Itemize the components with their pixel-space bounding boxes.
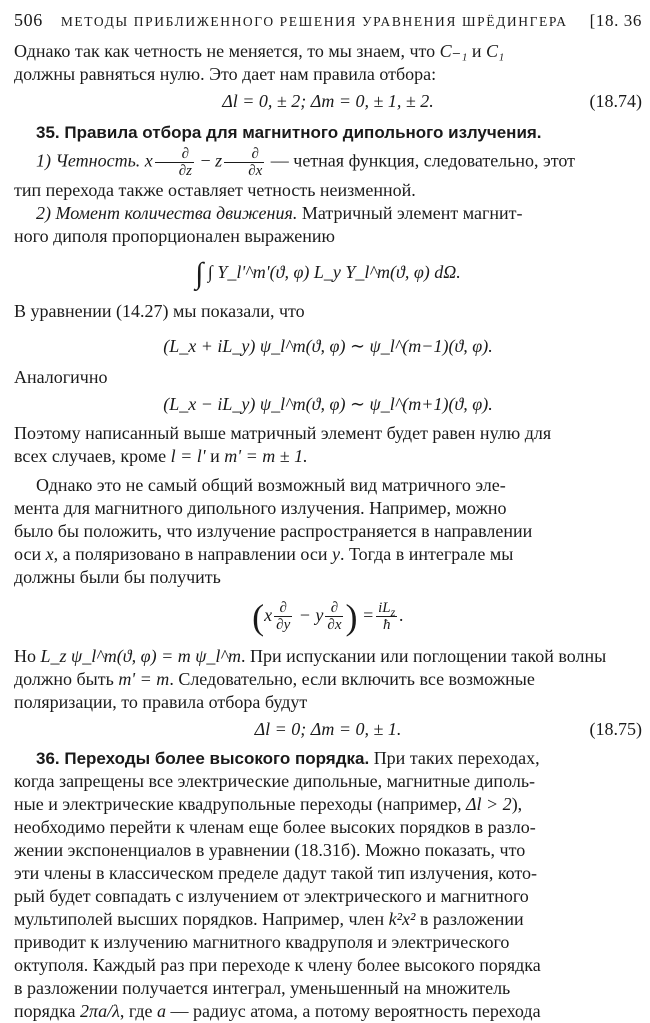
- equation-operator: (x $\frac{\partial}{\partial y}$ − y $\frac{\partial}{\partial x}$ ) = $\frac{iL_z}{ħ}$ .: [252, 596, 404, 637]
- equation-lower: (L_x − iL_y) ψ_l^m(ϑ, φ) ∼ ψ_l^(m+1)(ϑ, φ).: [163, 393, 493, 414]
- paragraph-but: Но L_z ψ_l^m(ϑ, φ) = m ψ_l^m. При испускании или поглощении такой волны: [14, 645, 607, 666]
- paragraph-general-5: должны были бы получить: [14, 566, 221, 587]
- running-title: МЕТОДЫ ПРИБЛИЖЕННОГО РЕШЕНИЯ УРАВНЕНИЯ ШРЁДИНГЕРА: [60, 14, 568, 29]
- equation-raise: (L_x + iL_y) ψ_l^m(ϑ, φ) ∼ ψ_l^(m−1)(ϑ, φ).: [163, 335, 493, 356]
- equation-18-75: Δl = 0; Δm = 0, ± 1. (18.75): [254, 718, 642, 739]
- paragraph-ref-14-27: В уравнении (14.27) мы показали, что: [14, 300, 305, 321]
- paragraph-general-3: было бы положить, что излучение распространяется в направлении: [14, 520, 533, 541]
- equation-number: (18.75): [589, 718, 642, 739]
- section-36-line-3: ные и электрические квадрупольные переходы (например, Δl > 2),: [14, 793, 523, 814]
- section-36-paragraph: 36. Переходы более высокого порядка. При таких переходах,: [36, 747, 540, 768]
- equation-integral: ∫ ∫ Y_l'^m'(ϑ, φ) L_y Y_l^m(ϑ, φ) dΩ.: [195, 256, 461, 290]
- paragraph-general-1: Однако это не самый общий возможный вид матричного эле-: [36, 474, 506, 495]
- equation-number: (18.74): [589, 91, 642, 111]
- paragraph-therefore-cont: всех случаев, кроме l = l' и m' = m ± 1.: [14, 445, 308, 466]
- paragraph-analogously: Аналогично: [14, 366, 108, 387]
- page-number: 506: [14, 10, 43, 30]
- section-36-line-5: жении экспоненциалов в уравнении (18.31б). Можно показать, что: [14, 839, 526, 860]
- page: [14, 10, 642, 1021]
- math-c-minus1: C₋₁: [439, 41, 468, 61]
- item-angular-momentum: 2) Момент количества движения. Матричный элемент магнит-: [36, 203, 523, 223]
- page-header: [14, 10, 642, 36]
- item-parity: 1) Четность. x $\frac{\partial}{\partial z}$ − z $\frac{\partial}{\partial x}$ — четная функция, следовательно, этот: [36, 146, 576, 179]
- paragraph-general-4: оси x, а поляризовано в направлении оси y. Тогда в интеграле мы: [14, 543, 514, 564]
- section-36-line-7: рый будет совпадать с излучением от электрического и магнитного: [14, 885, 529, 906]
- paragraph-but-3: поляризации, то правила отбора будут: [14, 691, 308, 712]
- section-36-heading: 36. Переходы более высокого порядка.: [36, 748, 370, 768]
- item-angular-cont: ного диполя пропорционален выражению: [14, 226, 335, 246]
- paragraph-therefore: Поэтому написанный выше матричный элемент будет равен нулю для: [14, 422, 552, 443]
- section-36-line-8: мультиполей высших порядков. Например, член k²x² в разложении: [14, 908, 524, 929]
- section-36-line-12: порядка 2πa/λ, где a — радиус атома, а потому вероятность перехода: [14, 1000, 541, 1021]
- section-36-line-11: в разложении получается интеграл, уменьшенный на множитель: [14, 977, 511, 998]
- paragraph-parity: Однако так как четность не меняется, то мы знаем, что C₋₁ и C₁ должны равняться нулю. Это дает нам правила отбора:: [14, 41, 505, 84]
- item-parity-cont: тип перехода также оставляет четность неизменной.: [14, 180, 416, 200]
- math-c-1: C₁: [486, 41, 505, 61]
- section-36-line-9: приводит к излучению магнитного квадруполя и электрического: [14, 931, 510, 952]
- equation-18-74: Δl = 0, ± 2; Δm = 0, ± 1, ± 2. (18.74): [222, 91, 642, 111]
- paragraph-general-2: мента для магнитного дипольного излучения. Например, можно: [14, 497, 507, 518]
- section-36-line-4: необходимо перейти к членам еще более высоких порядков в разло-: [14, 816, 536, 837]
- section-reference: [18. 36: [589, 11, 642, 30]
- paragraph-but-2: должно быть m' = m. Следовательно, если включить все возможные: [14, 668, 535, 689]
- section-36-line-10: октуполя. Каждый раз при переходе к члену более высокого порядка: [14, 954, 541, 975]
- section-35-heading: 35. Правила отбора для магнитного дипольного излучения.: [36, 123, 542, 142]
- section-36-line-6: эти члены в классическом пределе дадут такой тип излучения, кото-: [14, 862, 538, 883]
- section-36-line-2: когда запрещены все электрические дипольные, магнитные диполь-: [14, 770, 536, 791]
